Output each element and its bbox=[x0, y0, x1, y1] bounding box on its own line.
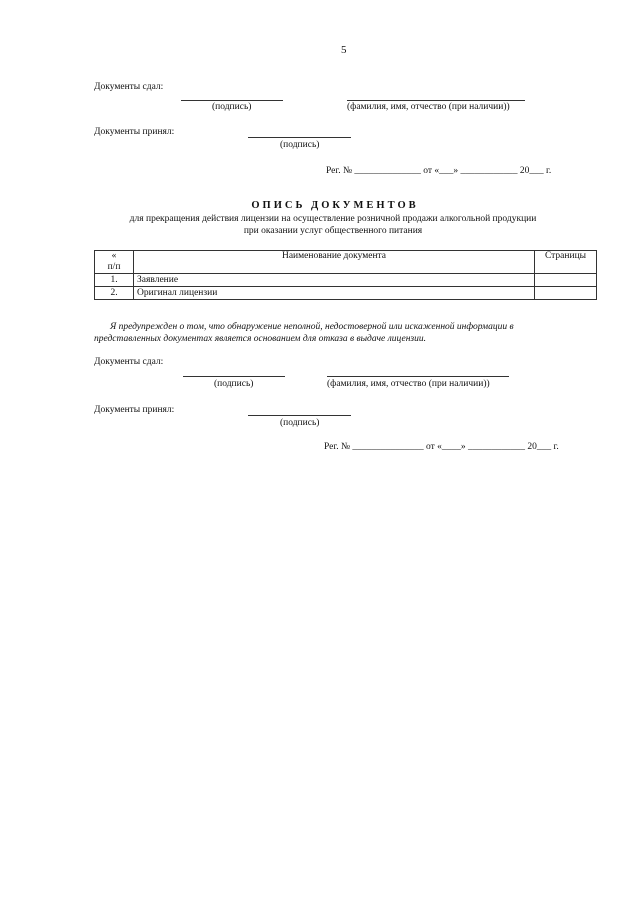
table-row bbox=[95, 274, 597, 287]
reg-no-label-2: Рег. № bbox=[324, 442, 351, 452]
row-name: Заявление bbox=[134, 274, 535, 287]
documents-table bbox=[94, 250, 597, 300]
col-num-header bbox=[95, 251, 134, 274]
signature-line bbox=[181, 100, 283, 101]
reg-number-line bbox=[326, 166, 551, 176]
warning-line-2: представленных документах является основанием для отказа в выдаче лицензии. bbox=[94, 334, 427, 344]
table-header-row bbox=[95, 251, 597, 274]
inventory-title: ОПИСЬ ДОКУМЕНТОВ bbox=[251, 200, 419, 211]
reg-no-blank-2: _______________ bbox=[352, 442, 424, 452]
col-num-bottom: п/п bbox=[107, 262, 121, 272]
reg-date: от «___» ____________ 20___ г. bbox=[423, 166, 552, 176]
reg-no-label: Рег. № bbox=[326, 166, 353, 176]
received-signature-line bbox=[248, 137, 351, 138]
fio-caption: (фамилия, имя, отчество (при наличии)) bbox=[347, 102, 510, 112]
inventory-subtitle-2: при оказании услуг общественного питания bbox=[243, 226, 423, 236]
inventory-subtitle-1: для прекращения действия лицензии на осуществление розничной продажи алкогольной продукции bbox=[129, 214, 537, 224]
signature-line-2 bbox=[183, 376, 285, 377]
received-label-2: Документы принял: bbox=[94, 405, 175, 415]
received-signature-line-2 bbox=[248, 415, 351, 416]
signature-caption: (подпись) bbox=[212, 102, 252, 112]
handed-label: Документы сдал: bbox=[94, 82, 164, 92]
warning-line-1: Я предупрежден о том, что обнаружение неполной, недостоверной или искаженной информации в bbox=[110, 322, 514, 332]
row-pages bbox=[535, 274, 597, 287]
fio-line-2 bbox=[327, 376, 509, 377]
col-name-header: Наименование документа bbox=[134, 251, 535, 274]
row-pages bbox=[535, 287, 597, 300]
fio-caption-2: (фамилия, имя, отчество (при наличии)) bbox=[327, 379, 490, 389]
received-label: Документы принял: bbox=[94, 127, 175, 137]
reg-date-2: от «____» ____________ 20___ г. bbox=[426, 442, 559, 452]
fio-line bbox=[347, 100, 525, 101]
col-pages-header: Страницы bbox=[535, 251, 597, 274]
row-num: 2. bbox=[95, 287, 134, 300]
reg-no-blank: ______________ bbox=[354, 166, 421, 176]
row-num: 1. bbox=[95, 274, 134, 287]
col-num-top: « bbox=[111, 251, 117, 261]
received-signature-caption: (подпись) bbox=[280, 140, 320, 150]
reg-number-line-2 bbox=[324, 442, 559, 452]
handed-label-2: Документы сдал: bbox=[94, 357, 164, 367]
table-row bbox=[95, 287, 597, 300]
row-name: Оригинал лицензии bbox=[134, 287, 535, 300]
page-number: 5 bbox=[341, 44, 347, 56]
signature-caption-2: (подпись) bbox=[214, 379, 254, 389]
received-signature-caption-2: (подпись) bbox=[280, 418, 320, 428]
